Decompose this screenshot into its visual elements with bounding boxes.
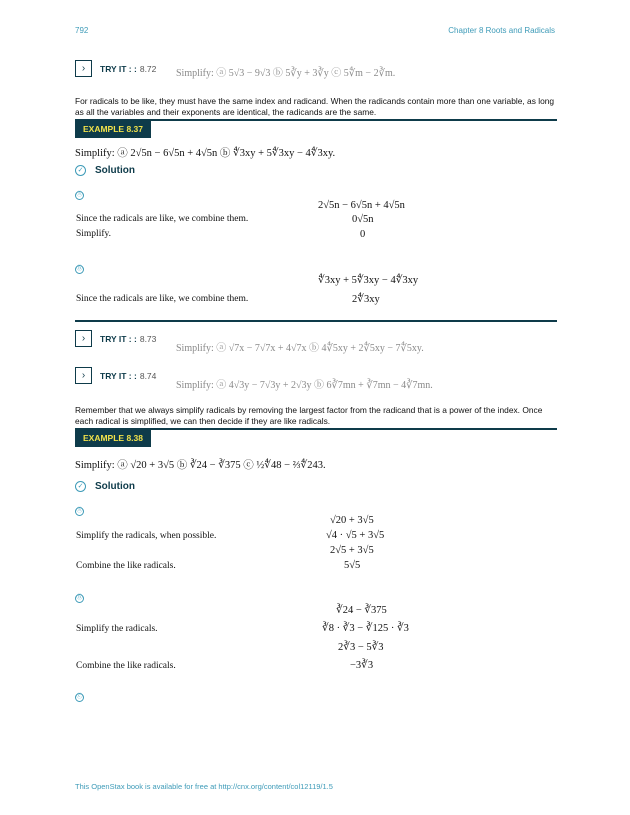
page-number: 792 [75, 26, 89, 35]
paragraph: For radicals to be like, they must have the same index and radicand. When the radicands contain more than one variable, as long as all the variables and their exponents are identical, the radicands are the same. [75, 96, 555, 117]
example-end-rule [75, 320, 557, 322]
footer-link[interactable]: This OpenStax book is available for free at http://cnx.org/content/col12119/1.5 [75, 782, 333, 791]
try-it-number: 8.74 [139, 370, 157, 381]
math-step: 0√5n [352, 214, 374, 225]
check-circle-icon: ✓ [75, 481, 86, 492]
math-step: ∛24 − ∛375 [336, 605, 387, 616]
try-it-label: TRY IT : : [100, 63, 137, 74]
try-it-8-74 [75, 367, 156, 384]
solution-header [75, 165, 135, 176]
math-step: 2√5n − 6√5n + 4√5n [318, 200, 405, 211]
part-a-marker: ⓐ [76, 192, 83, 198]
step-text: Since the radicals are like, we combine them. [76, 294, 249, 304]
chevron-right-icon[interactable]: › [75, 367, 92, 384]
try-it-problem: Simplify: ⓐ √7x − 7√7x + 4√7x ⓑ 4∜5xy + 2∜5xy − 7∜5xy. [176, 343, 424, 354]
example-tag: EXAMPLE 8.38 [75, 430, 151, 447]
math-step: ∜3xy + 5∜3xy − 4∜3xy [318, 275, 419, 286]
part-b-marker: ⓑ [76, 266, 83, 272]
math-step: 2∛3 − 5∛3 [338, 642, 384, 653]
try-it-number: 8.72 [139, 63, 157, 74]
math-step: −3∛3 [350, 660, 374, 671]
solution-label: Solution [95, 165, 135, 176]
math-step: √4 · √5 + 3√5 [326, 530, 385, 541]
try-it-problem: Simplify: ⓐ 5√3 − 9√3 ⓑ 5∛y + 3∛y ⓒ 5∜m − 2∛m. [176, 68, 396, 79]
try-it-label: TRY IT : : [100, 370, 137, 381]
try-it-8-73 [75, 330, 156, 347]
solution-header [75, 481, 135, 492]
step-text: Simplify. [76, 229, 112, 239]
part-c-marker: ⓒ [76, 694, 83, 700]
example-problem: Simplify: ⓐ √20 + 3√5 ⓑ ∛24 − ∛375 ⓒ ½∜48 − ⅔∜243. [75, 460, 326, 471]
chevron-right-icon[interactable]: › [75, 60, 92, 77]
try-it-label: TRY IT : : [100, 333, 137, 344]
math-step: √20 + 3√5 [330, 515, 374, 526]
chevron-right-icon[interactable]: › [75, 330, 92, 347]
paragraph: Remember that we always simplify radicals by removing the largest factor from the radicand that is a power of the index. Once each radical is simplified, we can then decide if they are like radicals. [75, 405, 543, 426]
step-text: Simplify the radicals. [76, 624, 158, 634]
part-b-marker: ⓑ [76, 595, 83, 601]
math-step: ∛8 · ∛3 − ∛125 · ∛3 [322, 623, 409, 634]
math-step: 5√5 [344, 560, 361, 571]
try-it-8-72 [75, 60, 156, 77]
math-step: 2∜3xy [352, 294, 380, 305]
check-circle-icon: ✓ [75, 165, 86, 176]
math-step: 2√5 + 3√5 [330, 545, 374, 556]
step-text: Simplify the radicals, when possible. [76, 531, 217, 541]
step-text: Since the radicals are like, we combine them. [76, 214, 249, 224]
try-it-problem: Simplify: ⓐ 4√3y − 7√3y + 2√3y ⓑ 6∛7mn + ∛7mn − 4∛7mn. [176, 380, 433, 391]
try-it-number: 8.73 [139, 333, 157, 344]
example-tag: EXAMPLE 8.37 [75, 121, 151, 138]
step-text: Combine the like radicals. [76, 661, 176, 671]
chapter-title: Chapter 8 Roots and Radicals [448, 26, 555, 35]
solution-label: Solution [95, 481, 135, 492]
part-a-marker: ⓐ [76, 508, 83, 514]
math-step: 0 [360, 229, 366, 240]
example-problem: Simplify: ⓐ 2√5n − 6√5n + 4√5n ⓑ ∜3xy + 5∜3xy − 4∜3xy. [75, 148, 336, 159]
step-text: Combine the like radicals. [76, 561, 176, 571]
